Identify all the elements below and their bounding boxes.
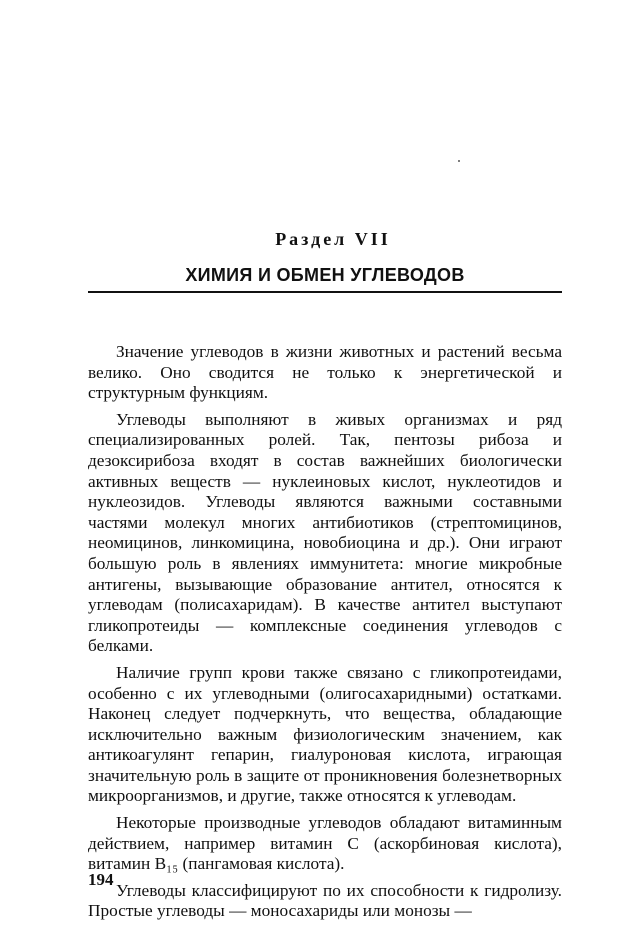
paragraph: Углеводы выполняют в живых организмах и ряд специализированных ролей. Так, пентозы рибоза и дезоксирибоза входят в состав важнейших биологически активных веществ — нуклеиновых кислот, нуклеотидов и нуклеозидов. Углеводы являются важными составными частями молекул многих антибиотиков (стрептомицинов, неомицинов, линкомицина, новобиоцина и др.). Они играют большую роль в явлениях иммунитета: многие микробные антигены, вызывающие образование антител, относятся к углеводам (полисахаридам). В качестве антител выступают гликопротеиды — комплексные соединения углеводов с белками. [88,409,562,656]
chapter-title: ХИМИЯ И ОБМЕН УГЛЕВОДОВ [185,265,465,285]
body-text [88,342,562,928]
paragraph: Углеводы классифицируют по их способности к гидролизу. Простые углеводы — моносахариды или монозы — [88,880,562,921]
page-number: 194 [88,870,114,889]
ink-speck [458,160,460,162]
paragraph: Некоторые производные углеводов обладают витаминным действием, например витамин С (аскорбиновая кислота), витамин B₁₅ (пангамовая кислота). [88,813,562,874]
paragraph: Наличие групп крови также связано с гликопротеидами, особенно с их углеводными (олигосахаридными) остатками. Наконец следует подчеркнуть, что вещества, обладающие исключительно важным физиологическим значением, как антикоагулянт гепарин, гиалуроновая кислота, играющая значительную роль в защите от проникновения болезнетворных микроорганизмов, и другие, также относятся к углеводам. [88,662,562,806]
section-heading [0,229,620,250]
title-rule [88,291,562,293]
section-label-text: Раздел VII [275,229,391,249]
paragraph: Значение углеводов в жизни животных и растений весьма велико. Оно сводится не только к энергетической и структурным функциям. [88,342,562,403]
